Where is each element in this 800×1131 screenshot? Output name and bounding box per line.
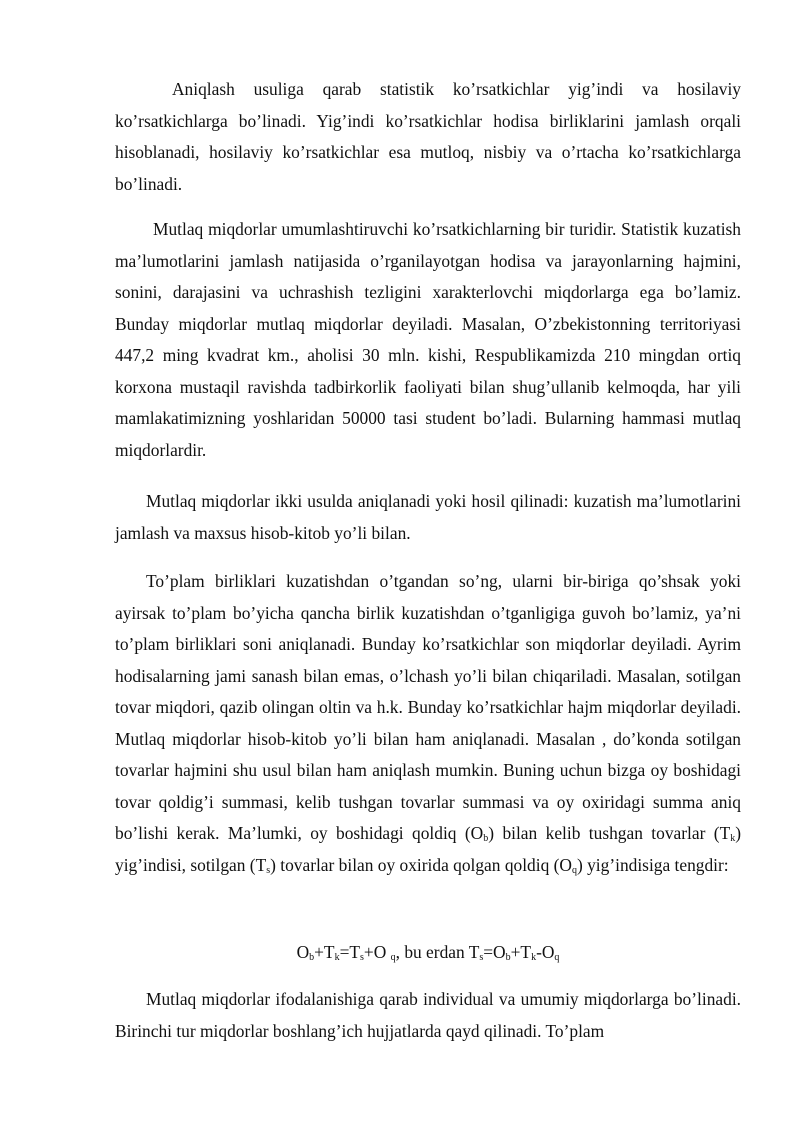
formula-subscript: q — [390, 952, 396, 963]
paragraph-4 — [115, 566, 741, 881]
paragraph-4-text: ) yig’indisiga tengdir: — [576, 854, 729, 875]
formula-subscript: s — [360, 952, 364, 963]
formula-part: , bu erdan T — [395, 942, 480, 962]
formula-part: =T — [339, 942, 360, 962]
formula-subscript: k — [334, 952, 340, 963]
paragraph-4-text: ) bilan kelib tushgan tovarlar (T — [488, 823, 731, 843]
formula-subscript: s — [479, 952, 484, 963]
paragraph-4-text: ) tovarlar bilan oy oxirida qolgan qoldiq (O — [270, 854, 572, 875]
paragraph-5: Mutlaq miqdorlar ifodalanishiga qarab individual va umumiy miqdorlarga bo’linadi. Birinchi tur miqdorlar boshlang’ich hujjatlarda qayd qilinadi. To’plam — [115, 989, 741, 1041]
subscript: s — [266, 864, 271, 876]
formula-part: O — [296, 942, 310, 962]
formula — [115, 937, 741, 969]
formula-subscript: b — [505, 952, 511, 963]
paragraph-2: Mutlaq miqdorlar umumlashtiruvchi ko’rsatkichlarning bir turidir. Statistik kuzatish ma’lumotlarini jamlash natijasida o’rganilayotgan hodisa va jarayonlarning hajmini, sonini, darajasini va uchrashish tezligini xarakterlovchi miqdorlarga ega bo’lamiz. Bunday miqdorlar mutlaq miqdorlar deyiladi. Masalan, O’zbekistonning territoriyasi 447,2 ming kvadrat km., aholisi 30 mln. kishi, Respublikamizda 210 mingdan ortiq korxona mustaqil ravishda tadbirkorlik faoliyati bilan shug’ullanib kelmoqda, har yili mamlakatimizning yoshlaridan 50000 tasi student bo’ladi. Bularning hammasi mutlaq miqdorlardir. — [115, 219, 741, 460]
formula-part: +T — [510, 942, 532, 962]
paragraph-4-text: To’plam birliklari kuzatishdan o’tgandan so’ng, ularni bir-biriga qo’shsak yoki ayirsak to’plam bo’yicha qancha birlik kuzatishdan o’tganligiga guvoh bo’lamiz, ya’ni to’plam birliklari soni aniqlanadi. Bunday ko’rsatkichlar son miqdorlar deyiladi. Ayrim hodisalarning jami sanash bilan emas, o’lchash yo’li bilan chiqariladi. Masalan, sotilgan tovar miqdori, qazib olingan oltin va h.k. Bunday ko’rsatkichlar hajm miqdorlar deyiladi. Mutlaq miqdorlar hisob-kitob yo’li bilan ham aniqlanadi. Masalan , do’konda sotilgan tovarlar hajmini shu usul bilan ham aniqlash mumkin. Buning uchun bizga oy boshidagi tovar qoldig’i summasi, kelib tushgan tovarlar summasi va oy oxiridagi summa aniq bo’lishi kerak. Ma’lumki, oy boshidagi qoldiq (O — [115, 571, 741, 843]
paragraph-1: Aniqlash usuliga qarab statistik ko’rsatkichlar yig’indi va hosilaviy ko’rsatkichlarga bo’linadi. Yig’indi ko’rsatkichlar hodisa birliklarini jamlash orqali hisoblanadi, hosilaviy ko’rsatkichlar esa mutloq, nisbiy va o’rtacha ko’rsatkichlarga bo’linadi. — [115, 79, 741, 194]
formula-subscript: k — [531, 952, 537, 963]
formula-subscript: b — [309, 952, 315, 963]
subscript: q — [571, 864, 577, 876]
formula-subscript: q — [554, 952, 560, 963]
formula-part: =O — [483, 942, 506, 962]
subscript: b — [483, 833, 489, 844]
paragraph-4-text: ) yig’indisi, sotilgan (T — [115, 823, 741, 875]
paragraph-3: Mutlaq miqdorlar ikki usulda aniqlanadi yoki hosil qilinadi: kuzatish ma’lumotlarini jamlash va maxsus hisob-kitob yo’li bilan. — [115, 491, 741, 543]
formula-part: +O — [363, 942, 391, 962]
formula-part: +T — [314, 942, 335, 962]
subscript: k — [730, 833, 736, 844]
formula-part: -O — [536, 942, 555, 962]
